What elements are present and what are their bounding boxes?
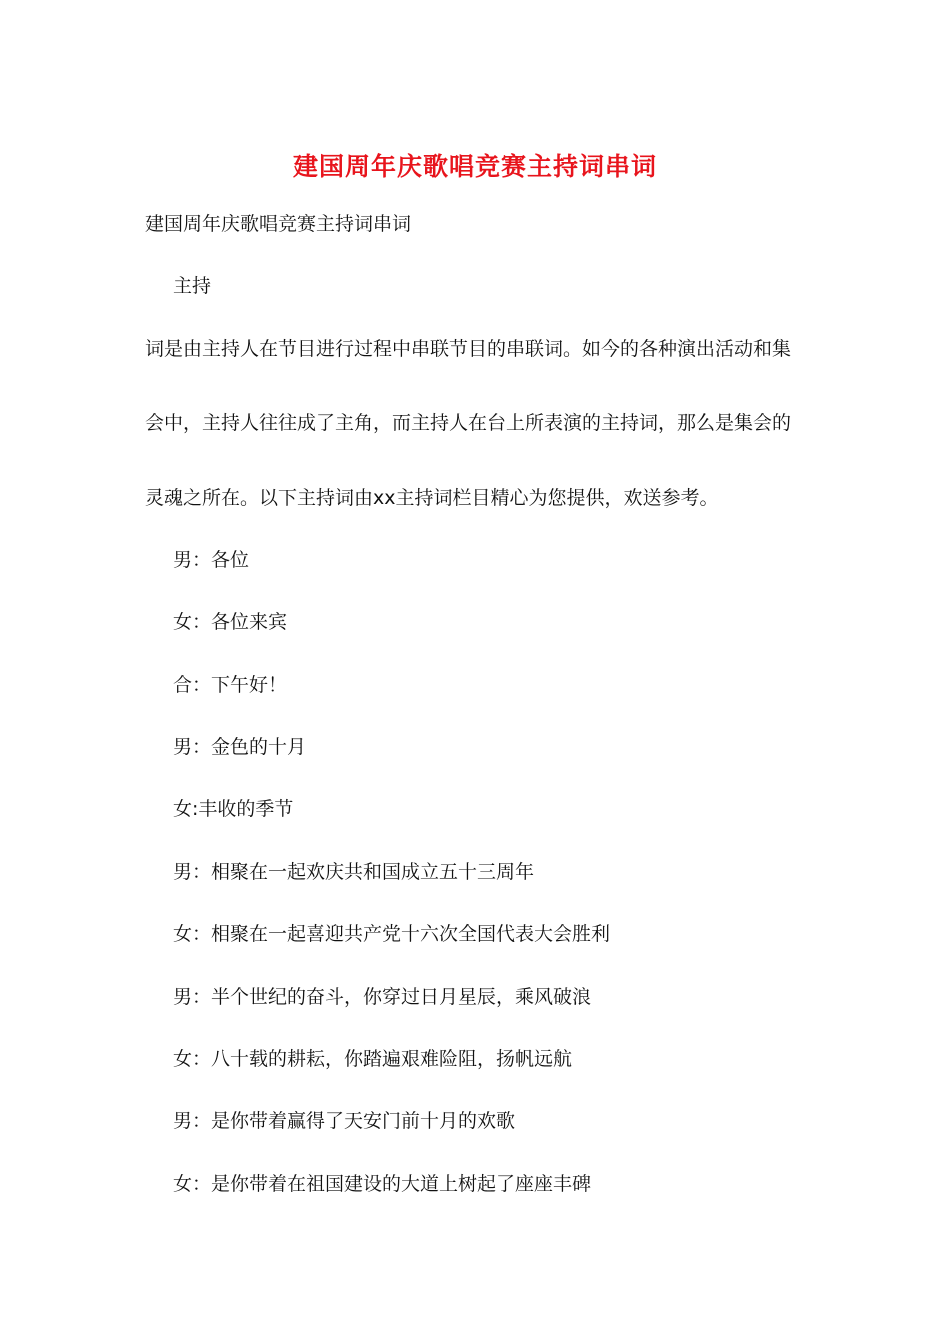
dialogue-line: 女：是你带着在祖国建设的大道上树起了座座丰碑 bbox=[173, 1173, 592, 1195]
dialogue-line: 男：是你带着赢得了天安门前十月的欢歌 bbox=[173, 1110, 516, 1132]
document-title: 建国周年庆歌唱竞赛主持词串词 bbox=[292, 152, 657, 181]
dialogue-line: 女：相聚在一起喜迎共产党十六次全国代表大会胜利 bbox=[173, 923, 611, 945]
intro-line: 灵魂之所在。以下主持词由xx主持词栏目精心为您提供，欢送参考。 bbox=[145, 487, 719, 509]
section-heading: 主持 bbox=[173, 275, 212, 297]
dialogue-line: 女:丰收的季节 bbox=[173, 798, 294, 820]
dialogue-line: 男：各位 bbox=[173, 549, 250, 571]
dialogue-line: 合：下午好！ bbox=[173, 674, 288, 696]
document-subtitle: 建国周年庆歌唱竞赛主持词串词 bbox=[145, 213, 412, 235]
intro-line: 词是由主持人在节目进行过程中串联节目的串联词。如今的各种演出活动和集 bbox=[145, 338, 792, 360]
dialogue-line: 男：相聚在一起欢庆共和国成立五十三周年 bbox=[173, 861, 535, 883]
dialogue-line: 女：八十载的耕耘，你踏遍艰难险阻，扬帆远航 bbox=[173, 1048, 573, 1070]
dialogue-line: 女：各位来宾 bbox=[173, 611, 288, 633]
intro-line: 会中，主持人往往成了主角，而主持人在台上所表演的主持词，那么是集会的 bbox=[145, 412, 792, 434]
dialogue-line: 男：半个世纪的奋斗，你穿过日月星辰，乘风破浪 bbox=[173, 986, 592, 1008]
dialogue-line: 男：金色的十月 bbox=[173, 736, 307, 758]
